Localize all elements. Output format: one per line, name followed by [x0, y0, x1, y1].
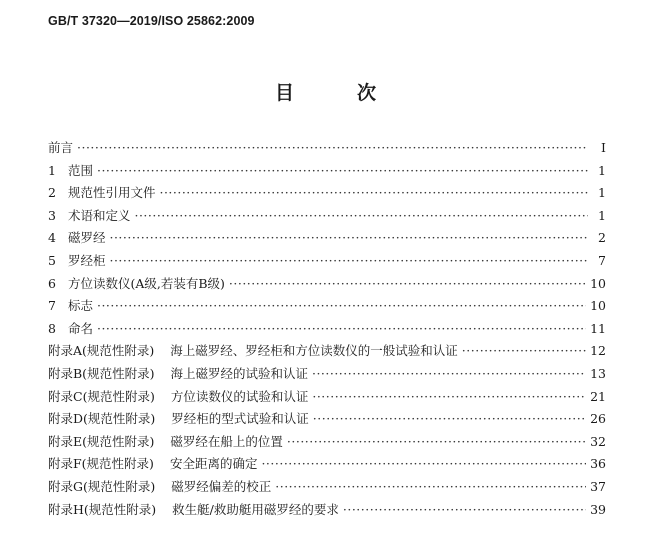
- toc-leader-dots: [312, 389, 586, 404]
- toc-entry-label: 海上磁罗经、罗经柜和方位读数仪的一般试验和认证: [170, 343, 458, 359]
- toc-leader-dots: [77, 140, 588, 155]
- toc-leader-dots: [462, 343, 586, 358]
- toc-leader-dots: [287, 434, 586, 449]
- toc-entry-label: 磁罗经在船上的位置: [170, 433, 283, 449]
- toc-entry-page: 21: [590, 388, 606, 404]
- toc-entry-number: 7: [48, 298, 56, 314]
- toc-entry-number: 4: [48, 230, 56, 246]
- toc-entry[interactable]: [48, 296, 606, 319]
- toc-entry-page: 13: [590, 365, 606, 381]
- toc-entry[interactable]: [48, 161, 606, 184]
- toc-entry-appendix[interactable]: [48, 409, 606, 432]
- table-of-contents: [48, 138, 606, 522]
- toc-entry-label: 海上磁罗经的试验和认证: [170, 365, 308, 381]
- toc-entry-label: 磁罗经偏差的校正: [171, 478, 272, 494]
- toc-entry-appendix[interactable]: [48, 500, 606, 523]
- toc-entry[interactable]: [48, 251, 606, 274]
- toc-entry-number: 6: [48, 275, 56, 291]
- toc-entry-page: 36: [590, 456, 606, 472]
- toc-entry[interactable]: [48, 319, 606, 342]
- toc-entry[interactable]: [48, 228, 606, 251]
- toc-entry-page: 11: [590, 320, 606, 336]
- toc-appendix-number: 附录E(规范性附录): [48, 433, 155, 449]
- toc-entry[interactable]: [48, 183, 606, 206]
- toc-entry-label: 标志: [67, 298, 93, 314]
- toc-leader-dots: [97, 298, 586, 313]
- toc-leader-dots: [275, 479, 586, 494]
- toc-entry-page: 1: [598, 185, 606, 201]
- standard-code: GB/T 37320—2019/ISO 25862:2009: [48, 14, 255, 28]
- toc-leader-dots: [109, 253, 588, 268]
- toc-entry[interactable]: [48, 206, 606, 229]
- toc-appendix-number: 附录H(规范性附录): [48, 501, 157, 517]
- toc-entry-label: 规范性引用文件: [67, 185, 156, 201]
- toc-entry-label: 方位读数仪(A级,若装有B级): [67, 275, 225, 291]
- toc-entry-page: 26: [590, 411, 606, 427]
- toc-entry-appendix[interactable]: [48, 341, 606, 364]
- toc-entry-label: 方位读数仪的试验和认证: [170, 388, 309, 404]
- toc-entry-number: 3: [48, 207, 56, 223]
- toc-leader-dots: [134, 208, 588, 223]
- toc-entry-page: 12: [590, 343, 606, 359]
- toc-appendix-number: 附录C(规范性附录): [48, 388, 155, 404]
- toc-entry-page: 37: [590, 478, 606, 494]
- toc-entry-label: 前言: [48, 140, 74, 155]
- toc-entry-label: 救生艇/救助艇用磁罗经的要求: [172, 501, 339, 517]
- toc-entry-foreword[interactable]: [48, 138, 606, 161]
- toc-entry[interactable]: [48, 274, 606, 297]
- toc-leader-dots: [97, 163, 588, 178]
- page-title: 目 次: [274, 82, 398, 104]
- toc-entry-label: 安全距离的确定: [169, 456, 258, 472]
- toc-leader-dots: [159, 185, 588, 200]
- toc-entry-appendix[interactable]: [48, 477, 606, 500]
- toc-appendix-number: 附录A(规范性附录): [48, 343, 155, 359]
- toc-entry-label: 罗经柜: [67, 252, 106, 268]
- toc-entry-page: 7: [598, 252, 606, 268]
- toc-entry-page: 32: [590, 433, 606, 449]
- toc-entry-page: 39: [590, 501, 606, 517]
- toc-entry-page: 10: [590, 298, 606, 314]
- toc-entry-number: 2: [48, 185, 56, 201]
- toc-appendix-number: 附录G(规范性附录): [48, 478, 156, 494]
- toc-entry-appendix[interactable]: [48, 454, 606, 477]
- toc-entry-page: 1: [598, 207, 606, 223]
- toc-leader-dots: [229, 276, 586, 291]
- toc-appendix-number: 附录B(规范性附录): [48, 365, 155, 381]
- toc-appendix-number: 附录D(规范性附录): [48, 411, 156, 427]
- toc-entry-label: 命名: [67, 320, 93, 336]
- toc-entry-appendix[interactable]: [48, 432, 606, 455]
- toc-entry-page: 10: [590, 275, 606, 291]
- toc-entry-label: 罗经柜的型式试验和认证: [171, 411, 309, 427]
- toc-entry-page: Ⅰ: [601, 140, 606, 155]
- toc-leader-dots: [312, 366, 586, 381]
- toc-entry-page: 1: [598, 162, 606, 178]
- toc-entry-page: 2: [598, 230, 606, 246]
- toc-leader-dots: [97, 321, 586, 336]
- toc-entry-appendix[interactable]: [48, 364, 606, 387]
- toc-entry-appendix[interactable]: [48, 387, 606, 410]
- toc-entry-number: 1: [48, 162, 56, 178]
- toc-entry-label: 范围: [67, 162, 93, 178]
- toc-leader-dots: [109, 230, 588, 245]
- toc-leader-dots: [313, 411, 586, 426]
- toc-entry-label: 磁罗经: [67, 230, 106, 246]
- toc-entry-number: 5: [48, 252, 56, 268]
- toc-leader-dots: [261, 456, 586, 471]
- toc-entry-number: 8: [48, 320, 56, 336]
- toc-appendix-number: 附录F(规范性附录): [48, 456, 154, 472]
- toc-leader-dots: [343, 502, 586, 517]
- toc-entry-label: 术语和定义: [67, 207, 131, 223]
